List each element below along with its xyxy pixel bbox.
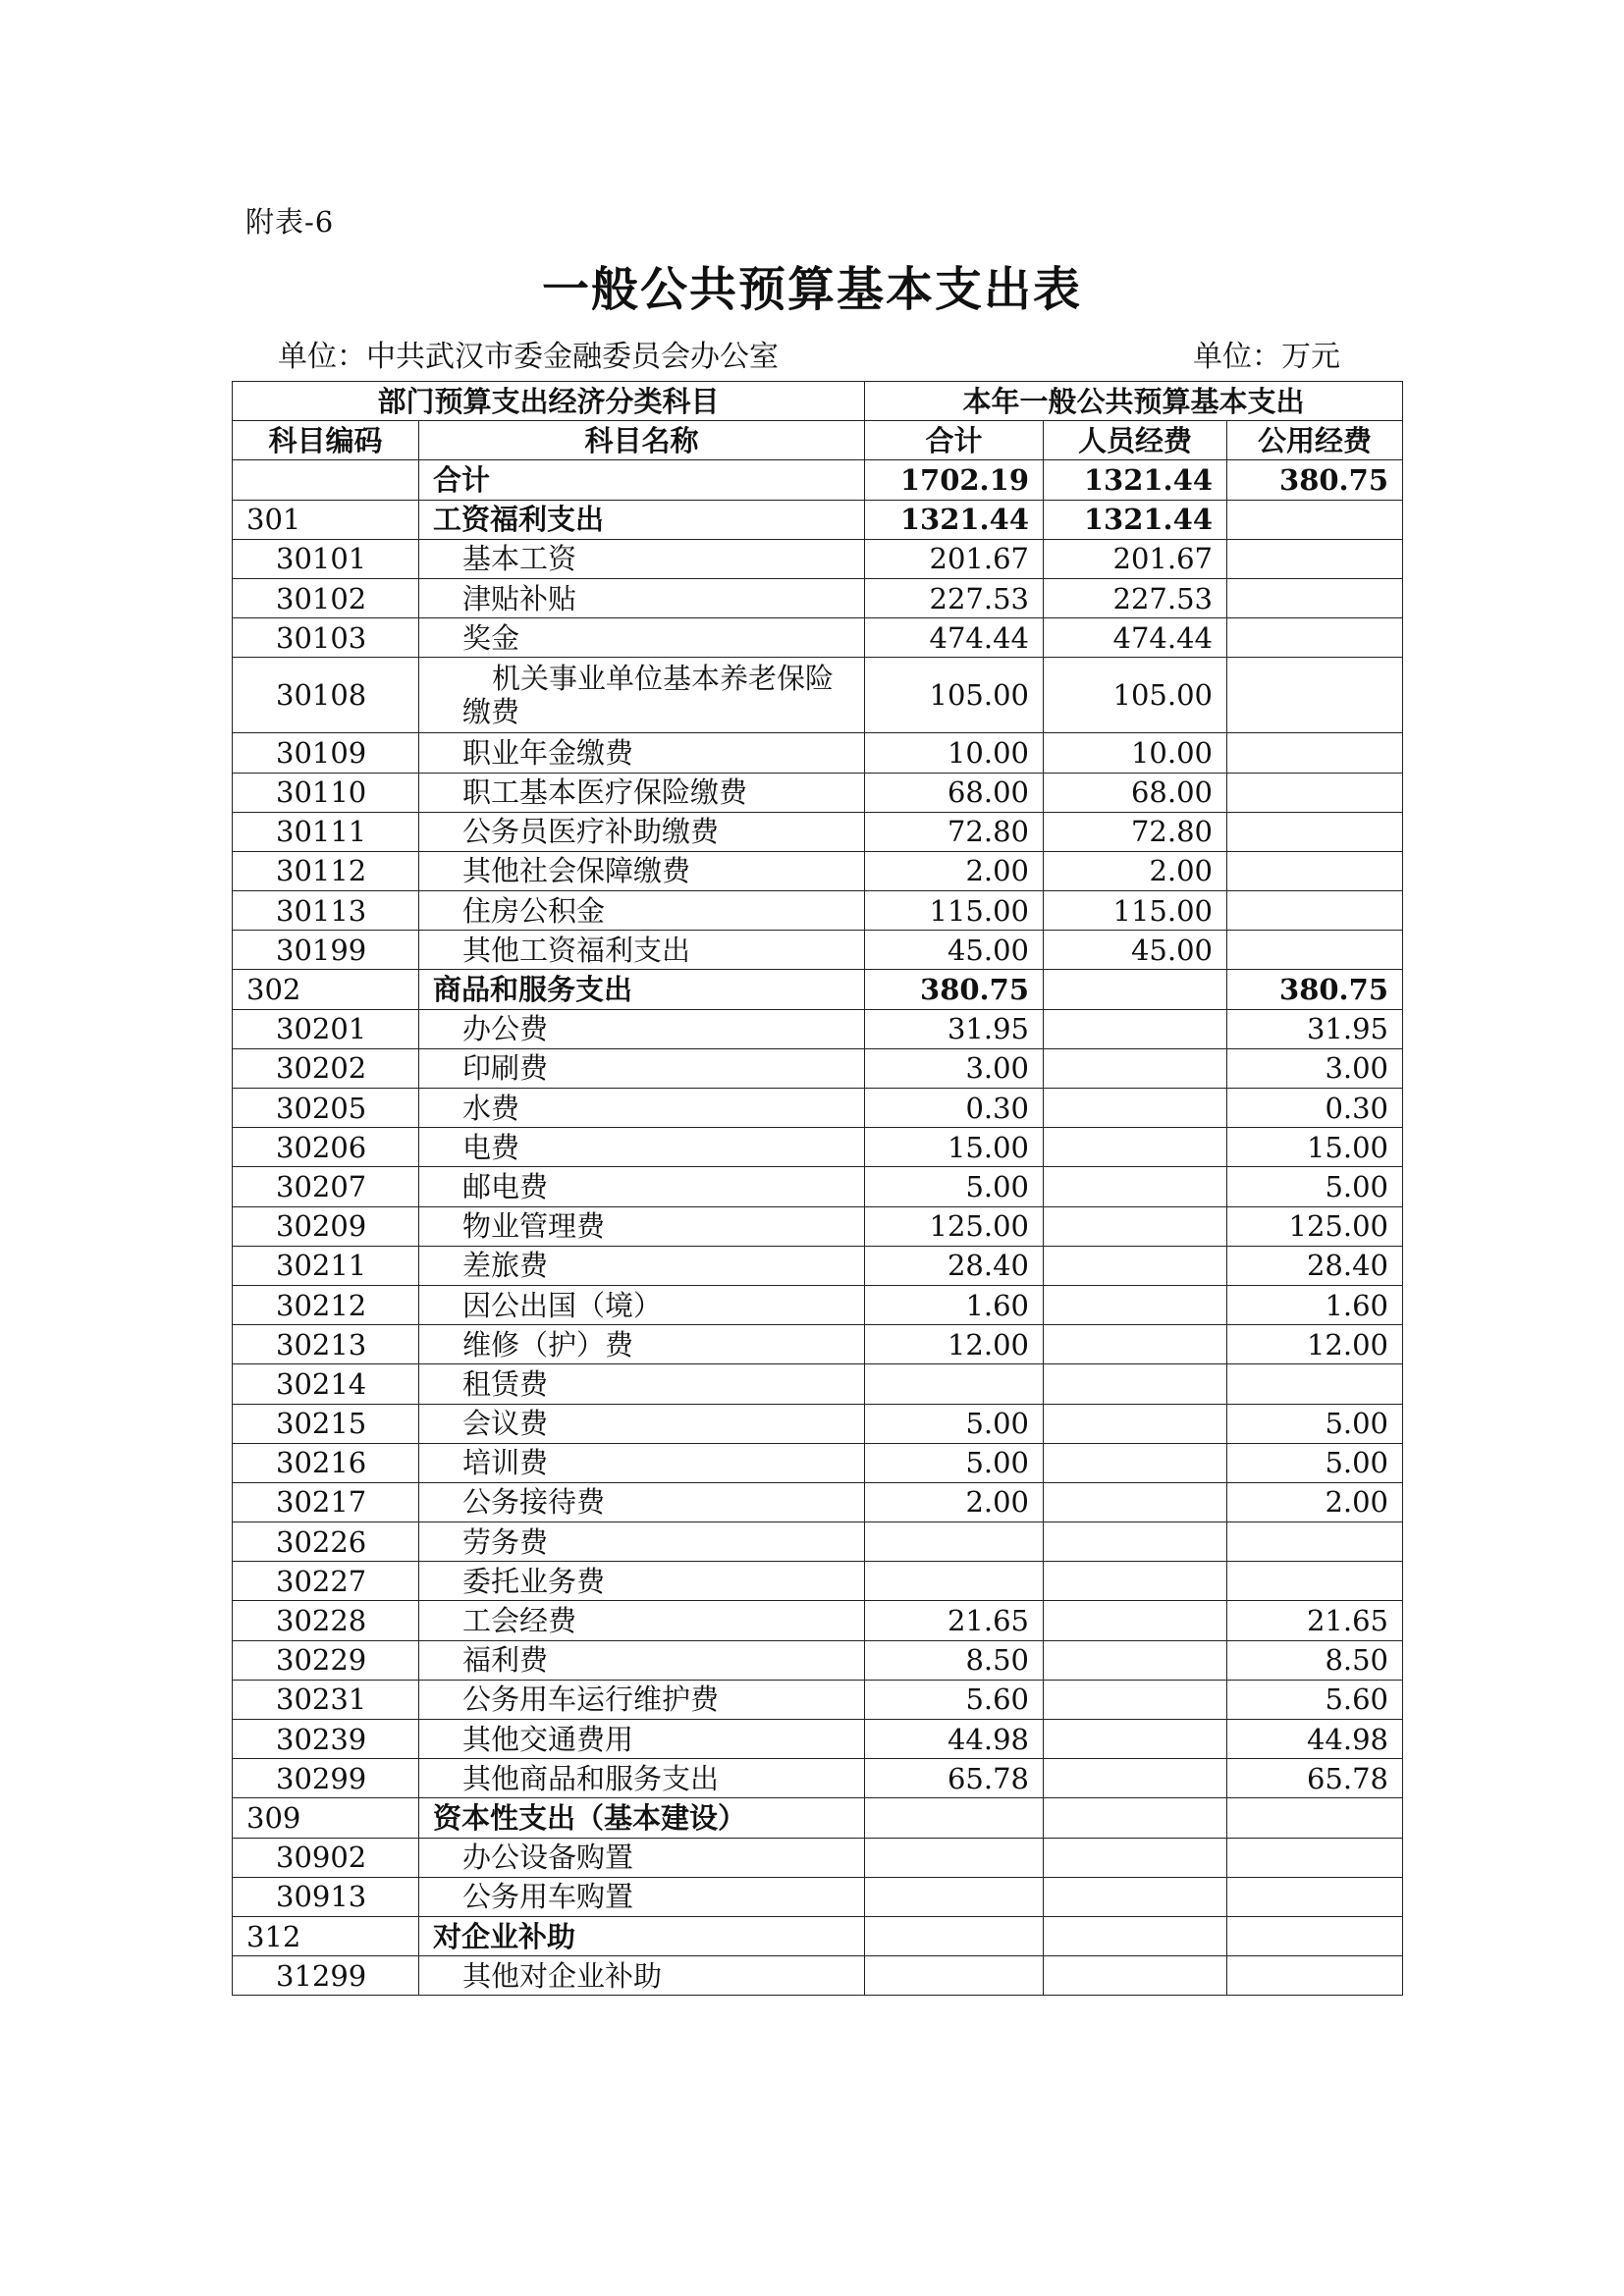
cell-personnel: 10.00 <box>1044 733 1227 773</box>
cell-public <box>1227 931 1403 970</box>
cell-personnel: 45.00 <box>1044 931 1227 970</box>
cell-name: 津贴补贴 <box>419 578 865 617</box>
cell-total: 12.00 <box>865 1325 1044 1364</box>
cell-total <box>865 1838 1044 1877</box>
cell-public <box>1227 773 1403 812</box>
table-row <box>233 1128 1403 1167</box>
cell-personnel <box>1044 1562 1227 1601</box>
cell-public: 5.00 <box>1227 1404 1403 1443</box>
cell-public: 21.65 <box>1227 1601 1403 1640</box>
cell-code: 30211 <box>233 1246 419 1285</box>
cell-personnel: 1321.44 <box>1044 460 1227 500</box>
cell-personnel <box>1044 1759 1227 1798</box>
cell-code: 31299 <box>233 1956 419 1996</box>
cell-name: 对企业补助 <box>419 1916 865 1955</box>
cell-public <box>1227 658 1403 733</box>
table-row <box>233 1759 1403 1798</box>
cell-name: 其他工资福利支出 <box>419 931 865 970</box>
table-row <box>233 1404 1403 1443</box>
cell-public <box>1227 1562 1403 1601</box>
cell-public: 65.78 <box>1227 1759 1403 1798</box>
cell-name: 差旅费 <box>419 1246 865 1285</box>
table-row <box>233 931 1403 970</box>
table-row <box>233 1167 1403 1206</box>
column-header-public: 公用经费 <box>1227 421 1403 460</box>
table-row <box>233 460 1403 500</box>
cell-personnel <box>1044 1798 1227 1838</box>
budget-table <box>232 381 1403 1996</box>
cell-personnel <box>1044 1522 1227 1562</box>
column-header-row <box>233 421 1403 460</box>
cell-code: 30209 <box>233 1206 419 1246</box>
cell-personnel: 115.00 <box>1044 891 1227 931</box>
cell-personnel <box>1044 1443 1227 1482</box>
cell-name: 工资福利支出 <box>419 500 865 539</box>
table-row <box>233 1956 1403 1996</box>
table-row <box>233 658 1403 733</box>
table-row <box>233 1482 1403 1522</box>
annex-label: 附表-6 <box>245 205 335 239</box>
cell-total: 15.00 <box>865 1128 1044 1167</box>
cell-name: 公务用车运行维护费 <box>419 1680 865 1719</box>
cell-public <box>1227 851 1403 890</box>
cell-total <box>865 1522 1044 1562</box>
cell-code: 30109 <box>233 733 419 773</box>
cell-code: 30215 <box>233 1404 419 1443</box>
cell-total: 1321.44 <box>865 500 1044 539</box>
cell-public: 125.00 <box>1227 1206 1403 1246</box>
table-row <box>233 1720 1403 1759</box>
cell-code: 30212 <box>233 1285 419 1324</box>
cell-name: 培训费 <box>419 1443 865 1482</box>
cell-personnel: 105.00 <box>1044 658 1227 733</box>
cell-personnel <box>1044 1009 1227 1048</box>
cell-personnel <box>1044 1838 1227 1877</box>
cell-code: 30202 <box>233 1048 419 1088</box>
table-row <box>233 851 1403 890</box>
cell-code: 30101 <box>233 539 419 578</box>
cell-personnel: 201.67 <box>1044 539 1227 578</box>
cell-total: 125.00 <box>865 1206 1044 1246</box>
cell-code: 302 <box>233 970 419 1009</box>
table-row <box>233 773 1403 812</box>
cell-code: 30113 <box>233 891 419 931</box>
table-row <box>233 1048 1403 1088</box>
cell-name: 办公设备购置 <box>419 1838 865 1877</box>
cell-name: 住房公积金 <box>419 891 865 931</box>
table-row <box>233 500 1403 539</box>
cell-code: 30205 <box>233 1089 419 1128</box>
cell-total: 5.00 <box>865 1404 1044 1443</box>
cell-total: 21.65 <box>865 1601 1044 1640</box>
cell-name: 因公出国（境） <box>419 1285 865 1324</box>
cell-public: 8.50 <box>1227 1640 1403 1680</box>
cell-personnel <box>1044 1482 1227 1522</box>
cell-code: 30103 <box>233 618 419 658</box>
table-row <box>233 618 1403 658</box>
cell-public <box>1227 1956 1403 1996</box>
cell-public <box>1227 618 1403 658</box>
cell-code: 30239 <box>233 1720 419 1759</box>
table-row <box>233 1285 1403 1324</box>
cell-name: 资本性支出（基本建设） <box>419 1798 865 1838</box>
cell-personnel <box>1044 1089 1227 1128</box>
cell-name: 其他商品和服务支出 <box>419 1759 865 1798</box>
page-title: 一般公共预算基本支出表 <box>541 262 1082 317</box>
cell-total: 45.00 <box>865 931 1044 970</box>
cell-total: 5.00 <box>865 1443 1044 1482</box>
cell-name: 职业年金缴费 <box>419 733 865 773</box>
cell-code: 30214 <box>233 1364 419 1404</box>
cell-public <box>1227 539 1403 578</box>
unit-organization: 单位：中共武汉市委金融委员会办公室 <box>278 340 779 374</box>
cell-total <box>865 1364 1044 1404</box>
cell-public <box>1227 733 1403 773</box>
cell-total: 10.00 <box>865 733 1044 773</box>
cell-public: 380.75 <box>1227 970 1403 1009</box>
cell-public: 3.00 <box>1227 1048 1403 1088</box>
cell-total: 105.00 <box>865 658 1044 733</box>
table-row <box>233 970 1403 1009</box>
table-row <box>233 812 1403 851</box>
table-row <box>233 1838 1403 1877</box>
cell-name: 邮电费 <box>419 1167 865 1206</box>
table-row <box>233 1364 1403 1404</box>
cell-total: 2.00 <box>865 1482 1044 1522</box>
cell-public: 1.60 <box>1227 1285 1403 1324</box>
table-row <box>233 1009 1403 1048</box>
cell-total: 5.00 <box>865 1167 1044 1206</box>
cell-code: 30217 <box>233 1482 419 1522</box>
cell-total: 28.40 <box>865 1246 1044 1285</box>
cell-public <box>1227 500 1403 539</box>
cell-code: 30207 <box>233 1167 419 1206</box>
cell-public: 44.98 <box>1227 1720 1403 1759</box>
cell-public <box>1227 1877 1403 1916</box>
cell-public: 5.60 <box>1227 1680 1403 1719</box>
cell-total: 1702.19 <box>865 460 1044 500</box>
cell-code: 30902 <box>233 1838 419 1877</box>
cell-total: 65.78 <box>865 1759 1044 1798</box>
cell-total: 201.67 <box>865 539 1044 578</box>
cell-public <box>1227 1916 1403 1955</box>
cell-personnel <box>1044 1877 1227 1916</box>
cell-code: 30213 <box>233 1325 419 1364</box>
table-row <box>233 1916 1403 1955</box>
cell-personnel: 227.53 <box>1044 578 1227 617</box>
cell-code: 30231 <box>233 1680 419 1719</box>
cell-personnel <box>1044 970 1227 1009</box>
cell-total: 68.00 <box>865 773 1044 812</box>
cell-personnel: 474.44 <box>1044 618 1227 658</box>
cell-total <box>865 1877 1044 1916</box>
column-header-personnel: 人员经费 <box>1044 421 1227 460</box>
cell-personnel: 72.80 <box>1044 812 1227 851</box>
cell-personnel <box>1044 1680 1227 1719</box>
cell-personnel <box>1044 1956 1227 1996</box>
cell-total: 1.60 <box>865 1285 1044 1324</box>
cell-personnel <box>1044 1206 1227 1246</box>
cell-code: 312 <box>233 1916 419 1955</box>
cell-public: 380.75 <box>1227 460 1403 500</box>
cell-public: 0.30 <box>1227 1089 1403 1128</box>
cell-name: 租赁费 <box>419 1364 865 1404</box>
cell-public: 31.95 <box>1227 1009 1403 1048</box>
cell-name: 合计 <box>419 460 865 500</box>
cell-public: 28.40 <box>1227 1246 1403 1285</box>
table-row <box>233 1443 1403 1482</box>
cell-public <box>1227 1522 1403 1562</box>
table-row <box>233 1246 1403 1285</box>
cell-personnel <box>1044 1167 1227 1206</box>
cell-code: 301 <box>233 500 419 539</box>
table-row <box>233 1522 1403 1562</box>
table-row <box>233 1798 1403 1838</box>
column-header-code: 科目编码 <box>233 421 419 460</box>
cell-name: 工会经费 <box>419 1601 865 1640</box>
cell-code: 30199 <box>233 931 419 970</box>
table-row <box>233 1601 1403 1640</box>
cell-code: 30913 <box>233 1877 419 1916</box>
table-row <box>233 733 1403 773</box>
cell-code: 30227 <box>233 1562 419 1601</box>
column-header-name: 科目名称 <box>419 421 865 460</box>
table-row <box>233 1640 1403 1680</box>
cell-personnel <box>1044 1364 1227 1404</box>
cell-code: 30108 <box>233 658 419 733</box>
cell-public <box>1227 1798 1403 1838</box>
cell-code: 30206 <box>233 1128 419 1167</box>
cell-total: 31.95 <box>865 1009 1044 1048</box>
cell-total: 3.00 <box>865 1048 1044 1088</box>
cell-name: 维修（护）费 <box>419 1325 865 1364</box>
cell-public: 5.00 <box>1227 1443 1403 1482</box>
cell-code: 30216 <box>233 1443 419 1482</box>
cell-name: 会议费 <box>419 1404 865 1443</box>
cell-public <box>1227 1838 1403 1877</box>
group-header-classification: 部门预算支出经济分类科目 <box>233 382 865 421</box>
cell-code: 30112 <box>233 851 419 890</box>
cell-personnel <box>1044 1601 1227 1640</box>
table-row <box>233 1680 1403 1719</box>
cell-name: 奖金 <box>419 618 865 658</box>
cell-personnel: 1321.44 <box>1044 500 1227 539</box>
cell-name: 商品和服务支出 <box>419 970 865 1009</box>
cell-code: 30111 <box>233 812 419 851</box>
cell-total: 380.75 <box>865 970 1044 1009</box>
column-header-total: 合计 <box>865 421 1044 460</box>
cell-name: 水费 <box>419 1089 865 1128</box>
cell-personnel <box>1044 1404 1227 1443</box>
cell-total: 2.00 <box>865 851 1044 890</box>
group-header-expenditure: 本年一般公共预算基本支出 <box>865 382 1403 421</box>
cell-code: 30201 <box>233 1009 419 1048</box>
unit-currency: 单位：万元 <box>1193 340 1340 374</box>
table-row <box>233 539 1403 578</box>
cell-personnel: 2.00 <box>1044 851 1227 890</box>
cell-code: 30110 <box>233 773 419 812</box>
cell-personnel <box>1044 1640 1227 1680</box>
cell-public <box>1227 578 1403 617</box>
table-row <box>233 1325 1403 1364</box>
cell-name: 办公费 <box>419 1009 865 1048</box>
cell-total: 0.30 <box>865 1089 1044 1128</box>
cell-code: 30229 <box>233 1640 419 1680</box>
cell-name: 印刷费 <box>419 1048 865 1088</box>
table-row <box>233 1206 1403 1246</box>
cell-name: 福利费 <box>419 1640 865 1680</box>
cell-personnel: 68.00 <box>1044 773 1227 812</box>
cell-code: 30299 <box>233 1759 419 1798</box>
cell-total: 44.98 <box>865 1720 1044 1759</box>
cell-name: 公务用车购置 <box>419 1877 865 1916</box>
cell-name: 委托业务费 <box>419 1562 865 1601</box>
cell-public <box>1227 1364 1403 1404</box>
cell-code: 30228 <box>233 1601 419 1640</box>
cell-name: 劳务费 <box>419 1522 865 1562</box>
cell-public: 2.00 <box>1227 1482 1403 1522</box>
cell-total: 8.50 <box>865 1640 1044 1680</box>
cell-public: 15.00 <box>1227 1128 1403 1167</box>
cell-public: 12.00 <box>1227 1325 1403 1364</box>
cell-name: 职工基本医疗保险缴费 <box>419 773 865 812</box>
cell-public: 5.00 <box>1227 1167 1403 1206</box>
cell-total <box>865 1798 1044 1838</box>
cell-personnel <box>1044 1916 1227 1955</box>
table-row <box>233 891 1403 931</box>
cell-total <box>865 1916 1044 1955</box>
cell-total: 115.00 <box>865 891 1044 931</box>
cell-total <box>865 1562 1044 1601</box>
table-row <box>233 578 1403 617</box>
cell-public <box>1227 812 1403 851</box>
cell-total <box>865 1956 1044 1996</box>
cell-code: 30102 <box>233 578 419 617</box>
cell-name: 物业管理费 <box>419 1206 865 1246</box>
cell-name: 其他对企业补助 <box>419 1956 865 1996</box>
group-header-row <box>233 382 1403 421</box>
cell-personnel <box>1044 1285 1227 1324</box>
cell-name: 其他社会保障缴费 <box>419 851 865 890</box>
table-row <box>233 1562 1403 1601</box>
cell-name: 公务接待费 <box>419 1482 865 1522</box>
cell-name: 电费 <box>419 1128 865 1167</box>
cell-personnel <box>1044 1720 1227 1759</box>
cell-personnel <box>1044 1048 1227 1088</box>
cell-personnel <box>1044 1246 1227 1285</box>
cell-public <box>1227 891 1403 931</box>
cell-total: 474.44 <box>865 618 1044 658</box>
cell-total: 72.80 <box>865 812 1044 851</box>
cell-personnel <box>1044 1325 1227 1364</box>
cell-personnel <box>1044 1128 1227 1167</box>
cell-code: 30226 <box>233 1522 419 1562</box>
cell-name: 公务员医疗补助缴费 <box>419 812 865 851</box>
cell-code: 309 <box>233 1798 419 1838</box>
cell-name: 基本工资 <box>419 539 865 578</box>
table-row <box>233 1877 1403 1916</box>
cell-total: 227.53 <box>865 578 1044 617</box>
table-row <box>233 1089 1403 1128</box>
cell-total: 5.60 <box>865 1680 1044 1719</box>
cell-name: 机关事业单位基本养老保险缴费 <box>419 658 865 733</box>
cell-code <box>233 460 419 500</box>
cell-name: 其他交通费用 <box>419 1720 865 1759</box>
